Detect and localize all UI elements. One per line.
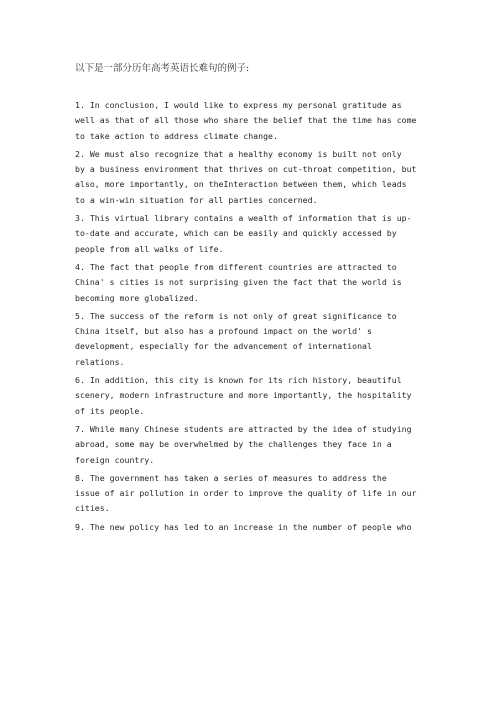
sentence-line: to take action to address climate change. — [75, 130, 278, 141]
sentence-line: 9. The new policy has led to an increase in the number of people who — [75, 521, 412, 532]
sentence-line: issue of air pollution in order to improve the quality of life in our — [75, 488, 417, 499]
list-item — [75, 211, 425, 257]
sentence-line: China' s cities is not surprising given the fact that the world is — [75, 277, 402, 288]
list-item — [75, 309, 425, 370]
sentence-line: 1. In conclusion, I would like to express my personal gratitude as — [75, 100, 402, 110]
sentence-line: to a win-win situation for all parties concerned. — [75, 194, 318, 205]
list-item — [75, 471, 425, 517]
sentence-line: of its people. — [75, 405, 145, 416]
intro-text: 以下是一部分历年高考英语长难句的例子: — [75, 63, 250, 74]
sentence-line: development, especially for the advancement of international — [75, 341, 372, 352]
list-item — [75, 520, 425, 535]
sentence-line: becoming more globalized. — [75, 292, 199, 303]
sentence-line: also, more importantly, on theInteraction between them, which leads — [75, 179, 407, 190]
sentence-line: well as that of all those who share the belief that the time has come — [75, 115, 417, 126]
list-item — [75, 147, 425, 208]
sentence-line: 7. While many Chinese students are attracted by the idea of studying — [75, 423, 412, 434]
sentence-line: cities. — [75, 503, 110, 514]
sentence-line: 8. The government has taken a series of measures to address the — [75, 472, 387, 483]
list-item — [75, 373, 425, 419]
sentence-list — [75, 98, 425, 538]
sentence-line: foreign country. — [75, 454, 155, 465]
list-item — [75, 260, 425, 306]
sentence-line: abroad, some may be overwhelmed by the challenges they face in a — [75, 439, 392, 450]
sentence-line: 2. We must also recognize that a healthy economy is built not only — [75, 148, 402, 159]
sentence-line: 4. The fact that people from different countries are attracted to — [75, 261, 397, 272]
sentence-line: 3. This virtual library contains a wealth of information that is up- — [75, 213, 412, 224]
sentence-line: 6. In addition, this city is known for its rich history, beautiful — [75, 375, 402, 386]
list-item — [75, 98, 425, 144]
sentence-line: China itself, but also has a profound impact on the world' s — [75, 326, 372, 337]
list-item — [75, 422, 425, 468]
sentence-line: relations. — [75, 356, 125, 367]
sentence-line: people from all walks of life. — [75, 243, 224, 254]
sentence-line: by a business environment that thrives on cut-throat competition, but — [75, 164, 417, 175]
sentence-line: 5. The success of the reform is not only of great significance to — [75, 310, 397, 321]
sentence-line: scenery, modern infrastructure and more importantly, the hospitality — [75, 390, 412, 401]
sentence-line: to-date and accurate, which can be easily and quickly accessed by — [75, 228, 397, 239]
